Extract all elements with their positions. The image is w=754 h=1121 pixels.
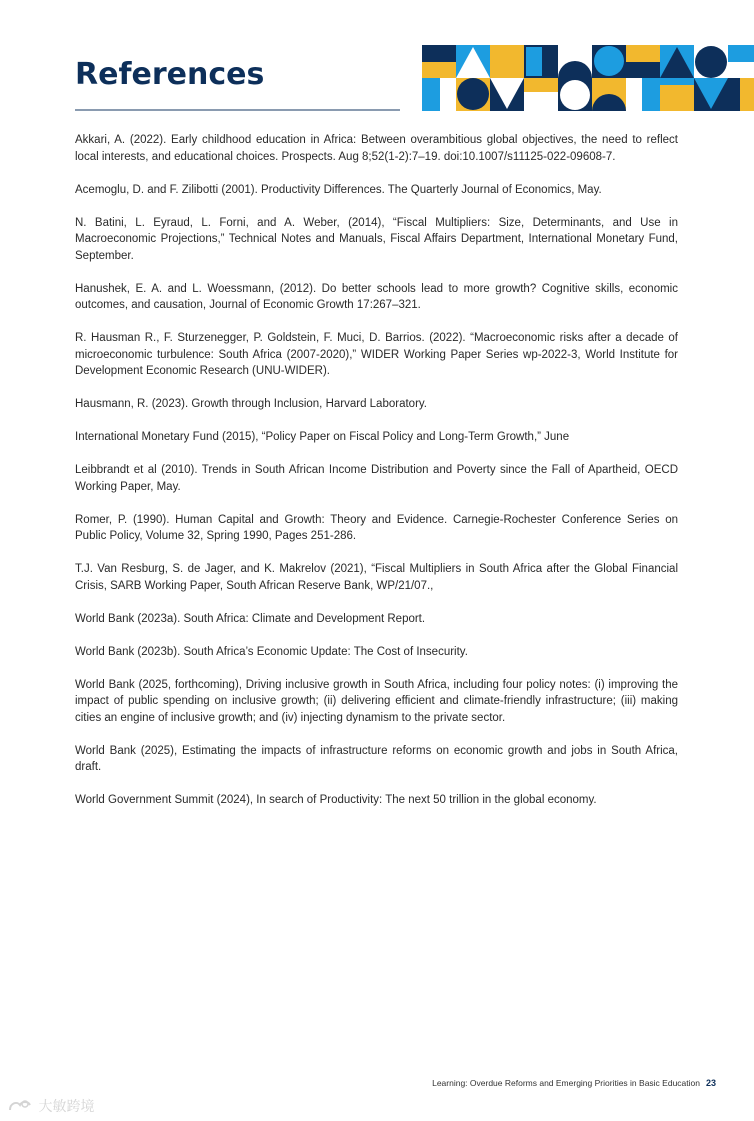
title-divider (75, 109, 400, 111)
page-title: References (75, 57, 265, 92)
reference-item: Hanushek, E. A. and L. Woessmann, (2012). Do better schools lead to more growth? Cognitive skills, economic outcomes, and causation, Journal of Economic Growth 17:267–321. (75, 282, 678, 311)
page-footer (432, 1077, 716, 1089)
reference-item: N. Batini, L. Eyraud, L. Forni, and A. Weber, (2014), “Fiscal Multipliers: Size, Determinants, and Use in Macroeconomic Projections,” Technical Notes and Manuals, Fiscal Affairs Department, International Monetary Fund, September. (75, 216, 678, 262)
decorative-geometric-pattern (422, 45, 754, 111)
reference-item: World Government Summit (2024), In search of Productivity: The next 50 trillion in the global economy. (75, 794, 597, 806)
reference-item: Acemoglu, D. and F. Zilibotti (2001). Productivity Differences. The Quarterly Journal of Economics, May. (75, 183, 602, 196)
watermark-text: 大敏跨境 (38, 1099, 95, 1115)
reference-item: Leibbrandt et al (2010). Trends in South African Income Distribution and Poverty since the Fall of Apartheid, OECD Working Paper, May. (75, 464, 678, 493)
watermark-logo-icon (8, 1099, 34, 1113)
reference-item: World Bank (2023a). South Africa: Climate and Development Report. (75, 612, 426, 625)
reference-item: Hausmann, R. (2023). Growth through Inclusion, Harvard Laboratory. (75, 398, 427, 410)
reference-item: World Bank (2025), Estimating the impacts of infrastructure reforms on economic growth and jobs in South Africa, draft. (75, 744, 678, 773)
reference-item: Akkari, A. (2022). Early childhood education in Africa: Between overambitious global objectives, the need to reflect local interests, and educational choices. Prospects. Aug 8;52(1-2):7–19. doi:10.1007/s11125-022-09608-7. (75, 134, 678, 163)
reference-item: World Bank (2023b). South Africa’s Economic Update: The Cost of Insecurity. (75, 645, 468, 658)
watermark (8, 1096, 94, 1116)
reference-item: International Monetary Fund (2015), “Policy Paper on Fiscal Policy and Long-Term Growth,” June (75, 431, 570, 443)
reference-item: T.J. Van Resburg, S. de Jager, and K. Makrelov (2021), “Fiscal Multipliers in South Africa after the Global Financial Crisis, SARB Working Paper, South African Reserve Bank, WP/21/07., (75, 563, 678, 592)
reference-item: Romer, P. (1990). Human Capital and Growth: Theory and Evidence. Carnegie-Rochester Conference Series on Public Policy, Volume 32, Spring 1990, Pages 251-286. (75, 513, 678, 542)
reference-list (75, 132, 678, 825)
page-number: 23 (705, 1078, 716, 1088)
footer-document-title: Learning: Overdue Reforms and Emerging Priorities in Basic Education (432, 1078, 700, 1088)
reference-item: World Bank (2025, forthcoming), Driving inclusive growth in South Africa, including four policy notes: (i) improving the impact of public spending on inclusive growth; (ii) delivering efficient and climate-friendly infrastructure; (iii) making cities an engine of inclusive growth; and (iv) injecting dynamism to the private sector. (75, 678, 678, 724)
reference-item: R. Hausman R., F. Sturzenegger, P. Goldstein, F. Muci, D. Barrios. (2022). “Macroeconomic risks after a decade of microeconomic turbulence: South Africa (2007-2020),” WIDER Working Paper Series wp-2022-3, World Institute for Development Economic Research (UNU-WIDER). (75, 332, 678, 377)
